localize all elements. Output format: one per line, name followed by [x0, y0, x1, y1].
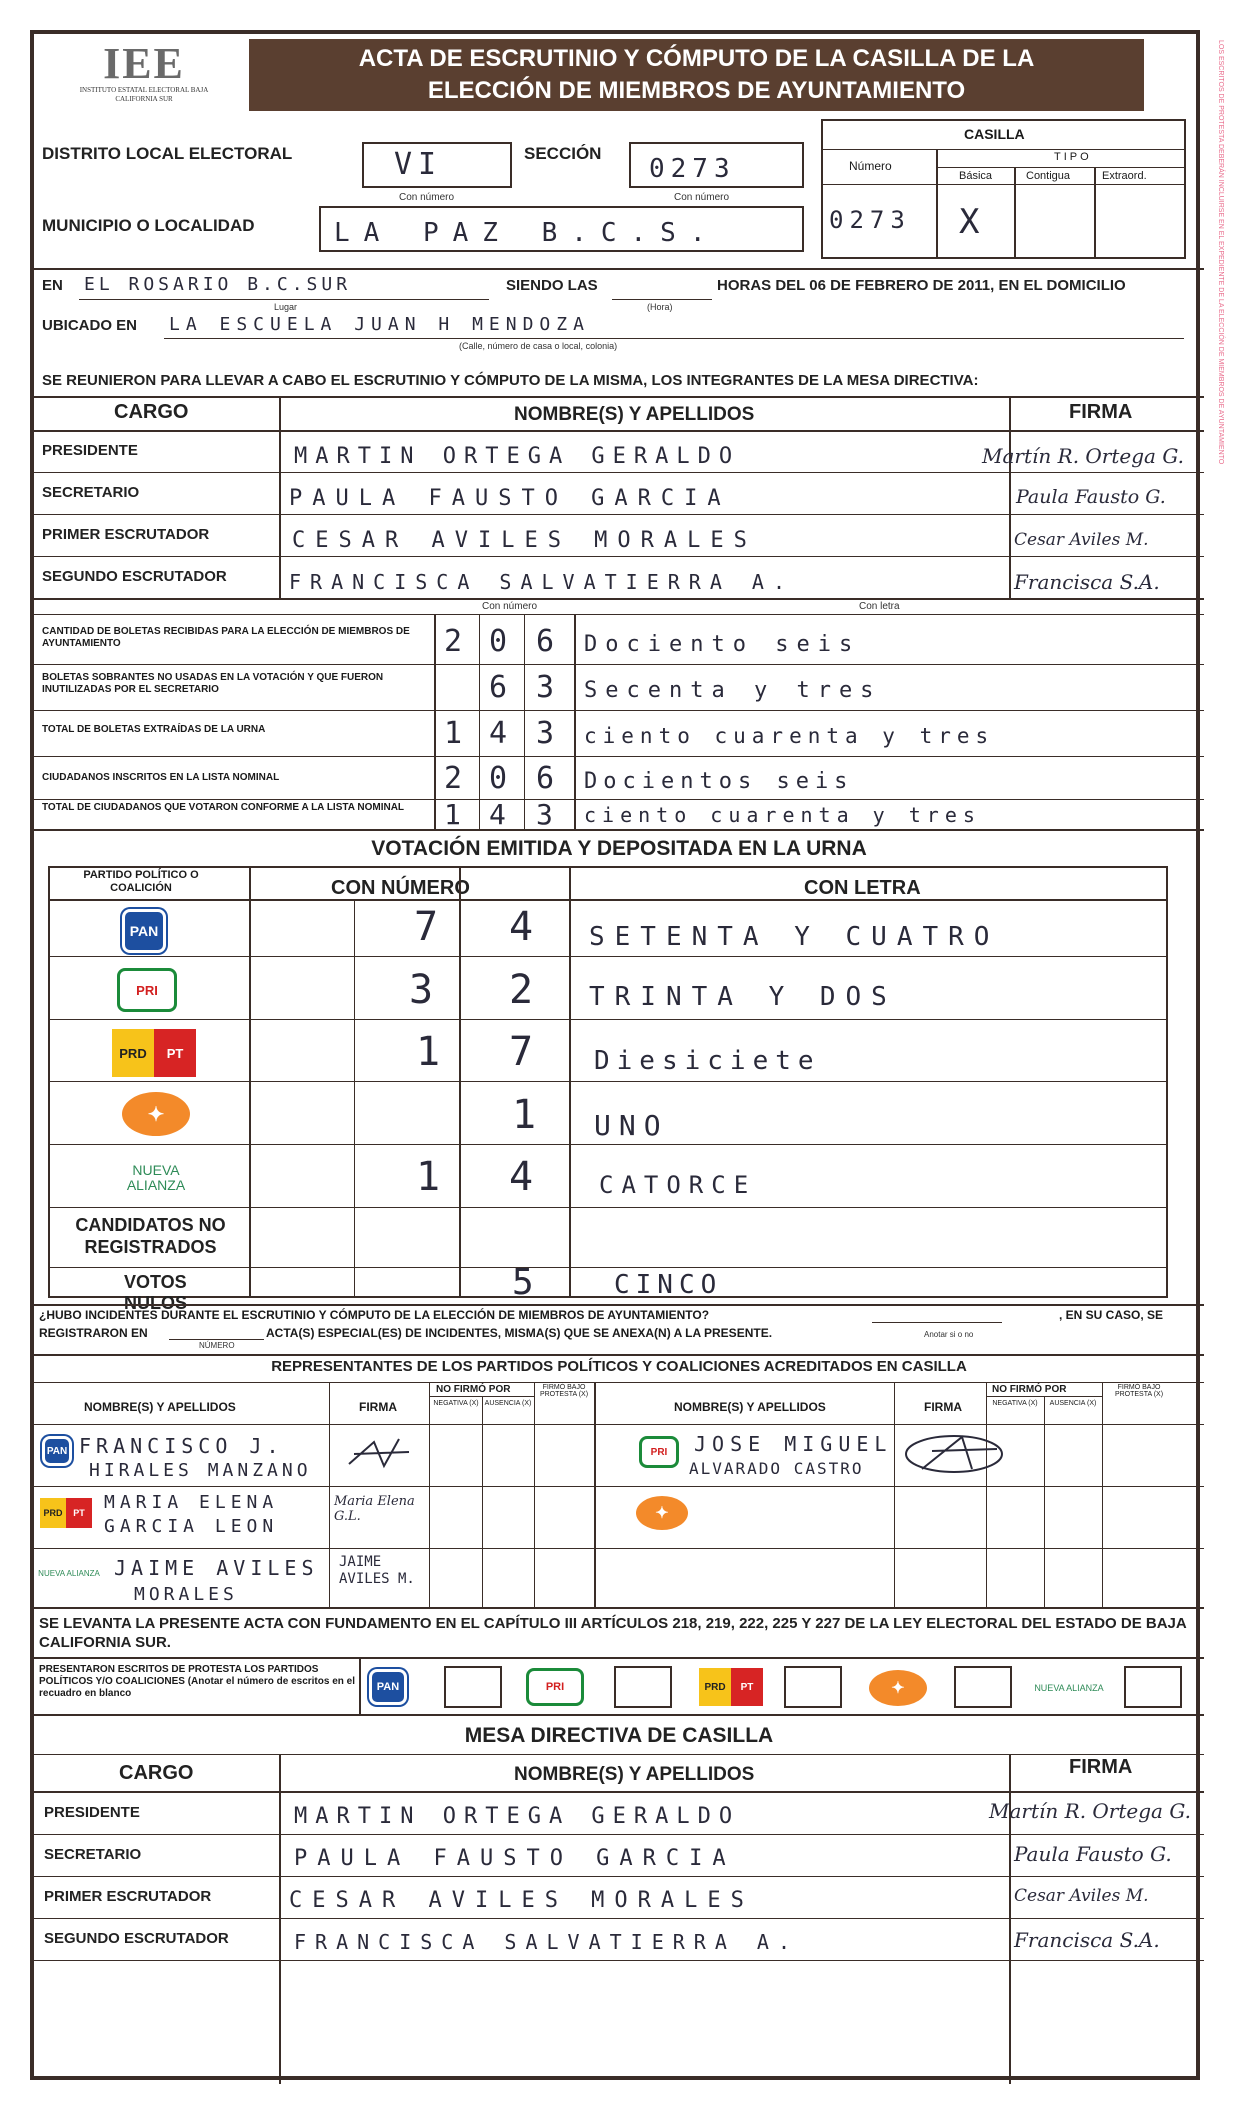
rep-right-nombre-1: JOSE MIGUEL — [694, 1432, 893, 1456]
rep-right-firma-header: FIRMA — [924, 1400, 962, 1414]
votacion-row-d2: 4 — [509, 1154, 540, 1200]
rep-right-nombre-2: ALVARADO CASTRO — [689, 1459, 864, 1478]
section-sub: Con número — [674, 192, 730, 203]
mesa-row-cargo: SEGUNDO ESCRUTADOR — [42, 568, 227, 585]
mesa-final-row-cargo: SEGUNDO ESCRUTADOR — [44, 1930, 229, 1947]
rep-right-firmo-bajo-header: FIRMÓ BAJO PROTESTA (X) — [1114, 1384, 1164, 1398]
rep-left-firma-header: FIRMA — [359, 1400, 397, 1414]
rep-left-firma: Maria Elena G.L. — [334, 1494, 415, 1524]
protesta-pan-box[interactable] — [444, 1666, 502, 1708]
votos-nulos-label: VOTOS NULOS — [124, 1272, 187, 1313]
rep-left-firmo-bajo-header: FIRMÓ BAJO PROTESTA (X) — [539, 1384, 589, 1398]
boletas-row-letra: Docientos seis — [584, 769, 854, 794]
votacion-row-d2: 5 — [512, 1262, 540, 1303]
mesa-row-nombre: CESAR AVILES MORALES — [292, 528, 757, 553]
mesa-firma-header: FIRMA — [1069, 401, 1133, 423]
iee-org-name: INSTITUTO ESTATAL ELECTORAL BAJA CALIFORNIA SUR — [79, 86, 209, 103]
mesa-final-row-firma: Cesar Aviles M. — [1014, 1886, 1149, 1906]
district-value: VI — [394, 147, 443, 182]
mesa-final-firma-header: FIRMA — [1069, 1756, 1133, 1778]
incidentes-line-2: REGISTRARON EN — [39, 1326, 148, 1340]
mesa-row-firma: Paula Fausto G. — [1016, 486, 1166, 508]
pan-logo-icon: PAN — [42, 1436, 72, 1466]
rep-right-ausencia-header: AUSENCIA (X) — [1049, 1400, 1097, 1407]
mesa-row-cargo: PRESIDENTE — [42, 442, 138, 459]
casilla-tipo-mark: X — [959, 202, 986, 242]
mesa-row-cargo: PRIMER ESCRUTADOR — [42, 526, 210, 543]
side-note: LOS ESCRITOS DE PROTESTA DEBERÁN INCLUIRSE EN EL EXPEDIENTE DE LA ELECCIÓN DE MIEMBROS DE AYUNTAMIENTO — [1217, 40, 1224, 465]
lugar-sub: Lugar — [274, 302, 298, 312]
mesa-final-row-nombre: CESAR AVILES MORALES — [289, 1888, 754, 1913]
protesta-convergencia-box[interactable] — [954, 1666, 1012, 1708]
section-value: 0273 — [649, 154, 736, 184]
rep-left-firma: JAIME AVILES M. — [339, 1554, 415, 1587]
votacion-title: VOTACIÓN EMITIDA Y DEPOSITADA EN LA URNA — [371, 837, 867, 860]
ubicado-value: LA ESCUELA JUAN H MENDOZA — [169, 314, 590, 335]
en-label: EN — [42, 277, 63, 294]
mesa-row-nombre: FRANCISCA SALVATIERRA A. — [289, 570, 794, 594]
rep-left-nombre-2: GARCIA LEON — [104, 1516, 279, 1537]
prd-logo-icon: PRD — [112, 1029, 154, 1077]
boletas-row-label: CIUDADANOS INSCRITOS EN LA LISTA NOMINAL — [42, 772, 280, 783]
casilla-tipo-label: TIPO — [1054, 151, 1092, 163]
votacion-row-d2: 7 — [509, 1029, 540, 1075]
mesa-row-nombre: MARTIN ORTEGA GERALDO — [294, 444, 741, 469]
ubicado-label: UBICADO EN — [42, 317, 138, 334]
votacion-row-d2: 1 — [512, 1092, 543, 1138]
boletas-row-label: TOTAL DE BOLETAS EXTRAÍDAS DE LA URNA — [42, 724, 266, 735]
tipo-basica: Básica — [959, 170, 993, 182]
mesa-final-row-nombre: PAULA FAUSTO GARCIA — [294, 1846, 736, 1871]
boletas-row-d1: 1 — [444, 716, 469, 751]
mesa-row-firma: Martín R. Ortega G. — [982, 444, 1184, 468]
mesa-nombre-header: NOMBRE(S) Y APELLIDOS — [514, 404, 755, 425]
tipo-contigua: Contigua — [1026, 170, 1071, 182]
votacion-col-letra: CON LETRA — [804, 877, 921, 899]
mesa-cargo-header: CARGO — [114, 401, 189, 423]
boletas-row-letra: ciento cuarenta y tres — [584, 803, 981, 827]
boletas-letra-header: Con letra — [859, 601, 900, 612]
hora-sub: (Hora) — [647, 302, 673, 312]
section-label: SECCIÓN — [524, 144, 602, 163]
tipo-extraord: Extraord. — [1102, 170, 1147, 182]
rep-left-nombre-2: MORALES — [134, 1584, 238, 1605]
protesta-pri-box[interactable] — [614, 1666, 672, 1708]
votacion-row-d1: 7 — [414, 904, 445, 950]
boletas-row-d2: 0 — [489, 761, 514, 796]
iee-logo — [69, 39, 219, 112]
votacion-row-letra: TRINTA Y DOS — [589, 982, 897, 1012]
boletas-row-d3: 6 — [536, 761, 561, 796]
votacion-row-letra: Diesiciete — [594, 1046, 821, 1076]
boletas-row-letra: Secenta y tres — [584, 678, 882, 703]
votacion-row-d1: 1 — [416, 1029, 447, 1075]
en-value: EL ROSARIO B.C.SUR — [84, 274, 352, 295]
votacion-row-letra: CINCO — [614, 1270, 723, 1300]
casilla-numero-value: 0273 — [829, 206, 911, 234]
municipality-label: MUNICIPIO O LOCALIDAD — [42, 216, 255, 235]
nueva-alianza-logo-icon: NUEVA ALIANZA — [1034, 1670, 1104, 1706]
incidentes-line-2-end: ACTA(S) ESPECIAL(ES) DE INCIDENTES, MISMA(S) QUE SE ANEXA(N) A LA PRESENTE. — [266, 1326, 773, 1340]
mesa-final-row-nombre: MARTIN ORTEGA GERALDO — [294, 1804, 741, 1829]
representantes-title: REPRESENTANTES DE LOS PARTIDOS POLÍTICOS Y COALICIONES ACREDITADOS EN CASILLA — [271, 1358, 967, 1375]
mesa-row-firma: Francisca S.A. — [1014, 570, 1160, 594]
rep-right-signature-scribble — [902, 1429, 1007, 1479]
pt-logo-icon: PT — [154, 1029, 196, 1077]
title-line-2: ELECCIÓN DE MIEMBROS DE AYUNTAMIENTO — [427, 77, 966, 104]
boletas-row-label: CANTIDAD DE BOLETAS RECIBIDAS PARA LA ELECCIÓN DE MIEMBROS DE AYUNTAMIENTO — [42, 626, 410, 649]
boletas-row-d3: 3 — [536, 798, 559, 831]
nueva-alianza-logo-icon: NUEVA ALIANZA — [38, 1558, 100, 1590]
title-line-1: ACTA DE ESCRUTINIO Y CÓMPUTO DE LA CASILLA DE LA — [358, 45, 1035, 72]
boletas-row-d1: 2 — [444, 761, 469, 796]
municipality-value: LA PAZ B.C.S. — [334, 218, 720, 248]
fundamento-text: SE LEVANTA LA PRESENTE ACTA CON FUNDAMENTO EN EL CAPÍTULO III ARTÍCULOS 218, 219, 222, 225 Y 227 DE LA LEY ELECTORAL DEL ESTADO DE BAJA CALIFORNIA SUR. — [39, 1615, 1187, 1651]
district-label: DISTRITO LOCAL ELECTORAL — [42, 144, 293, 163]
mesa-final-title: MESA DIRECTIVA DE CASILLA — [464, 1724, 774, 1747]
nueva-alianza-logo-icon: NUEVA ALIANZA — [106, 1154, 206, 1202]
votacion-col-partido: PARTIDO POLÍTICO O COALICIÓN — [83, 869, 199, 894]
form-title — [249, 39, 1144, 111]
boletas-row-letra: Dociento seis — [584, 632, 861, 657]
district-sub: Con número — [399, 192, 455, 203]
mesa-final-row-firma: Martín R. Ortega G. — [989, 1799, 1191, 1823]
mesa-final-nombre-header: NOMBRE(S) Y APELLIDOS — [514, 1764, 755, 1785]
protesta-text: PRESENTARON ESCRITOS DE PROTESTA LOS PARTIDOS POLÍTICOS Y/O COALICIONES (Anotar el número de escritos en el recuadro en blanco — [39, 1664, 355, 1699]
rep-left-nombre-1: JAIME AVILES — [114, 1556, 319, 1580]
rep-left-signature-scribble — [344, 1434, 414, 1474]
pt-logo-icon: PT — [731, 1668, 763, 1706]
pri-logo-icon: PRI — [639, 1436, 679, 1468]
rep-left-nombre-1: MARIA ELENA — [104, 1492, 279, 1513]
pan-logo-icon: PAN — [122, 909, 166, 953]
rep-right-nombre-header: NOMBRE(S) Y APELLIDOS — [674, 1400, 826, 1414]
mesa-final-row-cargo: PRESIDENTE — [44, 1804, 140, 1821]
ubicado-sub: (Calle, número de casa o local, colonia) — [459, 341, 618, 351]
protesta-prd-pt-box[interactable] — [784, 1666, 842, 1708]
votacion-row-d1: 3 — [409, 967, 440, 1013]
convergencia-logo-icon: ✦ — [869, 1670, 927, 1706]
rep-left-negativa-header: NEGATIVA (X) — [433, 1400, 479, 1407]
prd-logo-icon: PRD — [40, 1498, 66, 1528]
votacion-row-letra: CATORCE — [599, 1171, 757, 1199]
protesta-nueva-alianza-box[interactable] — [1124, 1666, 1182, 1708]
rep-left-ausencia-header: AUSENCIA (X) — [484, 1400, 532, 1407]
casilla-numero-label: Número — [849, 159, 892, 173]
mesa-row-firma: Cesar Aviles M. — [1014, 530, 1149, 550]
convergencia-logo-icon: ✦ — [636, 1496, 688, 1530]
incidentes-line-1: ¿HUBO INCIDENTES DURANTE EL ESCRUTINIO Y CÓMPUTO DE LA ELECCIÓN DE MIEMBROS DE AYUNTAMIENTO? — [39, 1308, 710, 1322]
rep-right-no-firmo-header: NO FIRMÓ POR — [992, 1384, 1067, 1395]
reunieron-text: SE REUNIERON PARA LLEVAR A CABO EL ESCRUTINIO Y CÓMPUTO DE LA MISMA, LOS INTEGRANTES DE LA MESA DIRECTIVA: — [42, 372, 979, 389]
horas-text: HORAS DEL 06 DE FEBRERO DE 2011, EN EL DOMICILIO — [717, 277, 1126, 294]
rep-right-negativa-header: NEGATIVA (X) — [992, 1400, 1038, 1407]
pri-logo-icon: PRI — [526, 1668, 584, 1706]
votacion-row-label: CANDIDATOS NO REGISTRADOS — [75, 1215, 226, 1257]
mesa-row-cargo: SECRETARIO — [42, 484, 140, 501]
siendo-label: SIENDO LAS — [506, 277, 598, 294]
incidentes-numero-sub: NÚMERO — [199, 1341, 235, 1350]
mesa-final-row-nombre: FRANCISCA SALVATIERRA A. — [294, 1930, 799, 1954]
pt-logo-icon: PT — [66, 1498, 92, 1528]
prd-logo-icon: PRD — [699, 1668, 731, 1706]
boletas-row-d2: 4 — [489, 716, 514, 751]
boletas-row-d3: 6 — [536, 624, 561, 659]
boletas-row-letra: ciento cuarenta y tres — [584, 724, 995, 748]
mesa-final-cargo-header: CARGO — [119, 1762, 194, 1784]
votacion-col-numero: CON NÚMERO — [331, 877, 470, 899]
rep-left-nombre-header: NOMBRE(S) Y APELLIDOS — [84, 1400, 236, 1414]
mesa-row-nombre: PAULA FAUSTO GARCIA — [289, 486, 731, 511]
iee-logo-mark: IEE — [103, 39, 185, 88]
votacion-row-letra: SETENTA Y CUATRO — [589, 922, 1000, 952]
boletas-row-d3: 3 — [536, 670, 561, 705]
boletas-numero-header: Con número — [482, 601, 538, 612]
votacion-row-d1: 1 — [416, 1154, 447, 1200]
pri-logo-icon: PRI — [117, 968, 177, 1012]
incidentes-line-1-end: , EN SU CASO, SE — [1059, 1308, 1164, 1322]
votacion-row-d2: 2 — [509, 967, 540, 1013]
boletas-row-d3: 3 — [536, 716, 561, 751]
rep-left-nombre-2: HIRALES MANZANO — [89, 1460, 312, 1481]
mesa-final-row-firma: Paula Fausto G. — [1014, 1842, 1172, 1866]
incidentes-anotar-sub: Anotar si o no — [924, 1330, 974, 1339]
votacion-row-d2: 4 — [509, 904, 540, 950]
votacion-row-letra: UNO — [594, 1109, 669, 1142]
mesa-final-row-cargo: PRIMER ESCRUTADOR — [44, 1888, 212, 1905]
boletas-row-d1: 2 — [444, 624, 469, 659]
boletas-row-d2: 4 — [489, 798, 512, 831]
boletas-row-d2: 6 — [489, 670, 514, 705]
rep-left-no-firmo-header: NO FIRMÓ POR — [436, 1384, 511, 1395]
boletas-row-label: BOLETAS SOBRANTES NO USADAS EN LA VOTACIÓN Y QUE FUERON INUTILIZADAS POR EL SECRETARIO — [42, 672, 384, 695]
pan-logo-icon: PAN — [369, 1669, 407, 1705]
mesa-final-row-cargo: SECRETARIO — [44, 1846, 142, 1863]
boletas-row-label: TOTAL DE CIUDADANOS QUE VOTARON CONFORME A LA LISTA NOMINAL — [42, 802, 405, 813]
boletas-row-d2: 0 — [489, 624, 514, 659]
convergencia-logo-icon: ✦ — [122, 1092, 190, 1136]
mesa-final-row-firma: Francisca S.A. — [1014, 1928, 1160, 1952]
acta-form — [30, 30, 1200, 2080]
casilla-label: CASILLA — [964, 126, 1025, 142]
rep-left-nombre-1: FRANCISCO J. — [79, 1434, 284, 1458]
boletas-row-d1: 1 — [444, 798, 467, 831]
